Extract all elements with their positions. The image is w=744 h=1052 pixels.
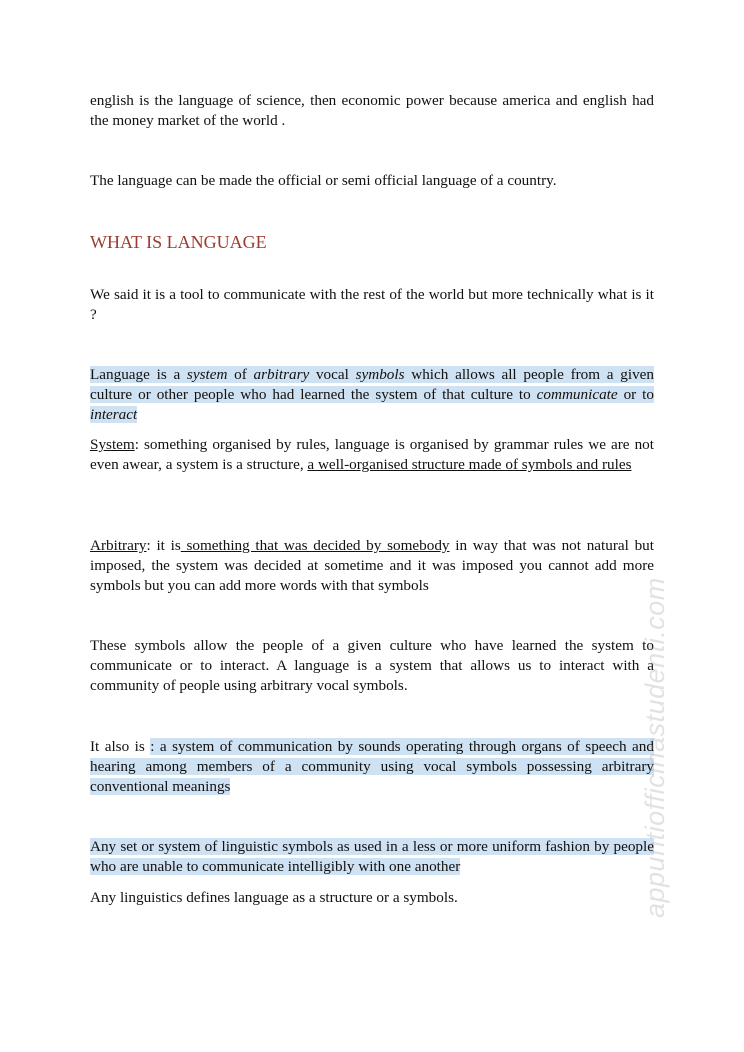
closing-paragraph: Any linguistics defines language as a structure or a symbols.	[90, 889, 458, 906]
question-paragraph: We said it is a tool to communicate with the rest of the world but more technically what is it ?	[90, 286, 654, 323]
term-arbitrary-italic: arbitrary	[253, 366, 310, 383]
arbitrary-text-2: in way that was not natural but imposed, the system was decided at sometime and it was imposed you cannot add more symbols but you can add more words with that symbols	[90, 537, 654, 594]
symbols-paragraph: These symbols allow the people of a given culture who have learned the system to communicate or to interact. A language is a system that allows us to interact with a community of people using arbitrary vocal symbols.	[90, 637, 654, 694]
also-paragraph	[90, 737, 654, 797]
also-text: It also is	[90, 738, 151, 755]
section-heading: WHAT IS LANGUAGE	[90, 232, 267, 252]
term-communicate-italic: communicate	[536, 386, 618, 403]
arbitrary-paragraph	[90, 536, 654, 596]
system-underlined-text: a well-organised structure made of symbols and rules	[307, 456, 632, 473]
definition-paragraph	[90, 365, 654, 425]
term-system-italic: system	[186, 366, 228, 383]
arbitrary-text-1: : it is	[146, 537, 181, 554]
any-set-paragraph	[90, 837, 654, 877]
arbitrary-underlined-text: something that was decided by somebody	[180, 537, 450, 554]
definition-text-1: Language is a	[90, 366, 187, 383]
system-term: System	[90, 436, 135, 453]
intro-paragraph-2: The language can be made the official or semi official language of a country.	[90, 172, 557, 189]
definition-text-4: which allows all people from a given culture or other people who had learned the system of that culture to	[90, 366, 655, 403]
any-set-highlighted-text: Any set or system of linguistic symbols as used in a less or more uniform fashion by people who are unable to communicate intelligibly with one another	[90, 838, 654, 875]
term-symbols-italic: symbols	[355, 366, 405, 383]
also-highlighted-text: : a system of communication by sounds operating through organs of speech and hearing among members of a community using vocal symbols possessing arbitrary conventional meanings	[90, 738, 654, 795]
system-text: : something organised by rules, language is organised by grammar rules we are not even awear, a system is a structure,	[90, 436, 654, 473]
definition-text-2: of	[227, 366, 254, 383]
system-paragraph	[90, 435, 654, 475]
definition-text-5: or to	[617, 386, 654, 403]
watermark: appuntiofficinastudenti.com	[640, 577, 670, 918]
definition-highlight	[90, 366, 654, 423]
definition-text-3: vocal	[309, 366, 356, 383]
term-interact-italic: interact	[90, 406, 138, 423]
intro-paragraph-1: english is the language of science, then economic power because america and english had the money market of the world .	[90, 92, 654, 129]
arbitrary-term: Arbitrary	[90, 537, 147, 554]
